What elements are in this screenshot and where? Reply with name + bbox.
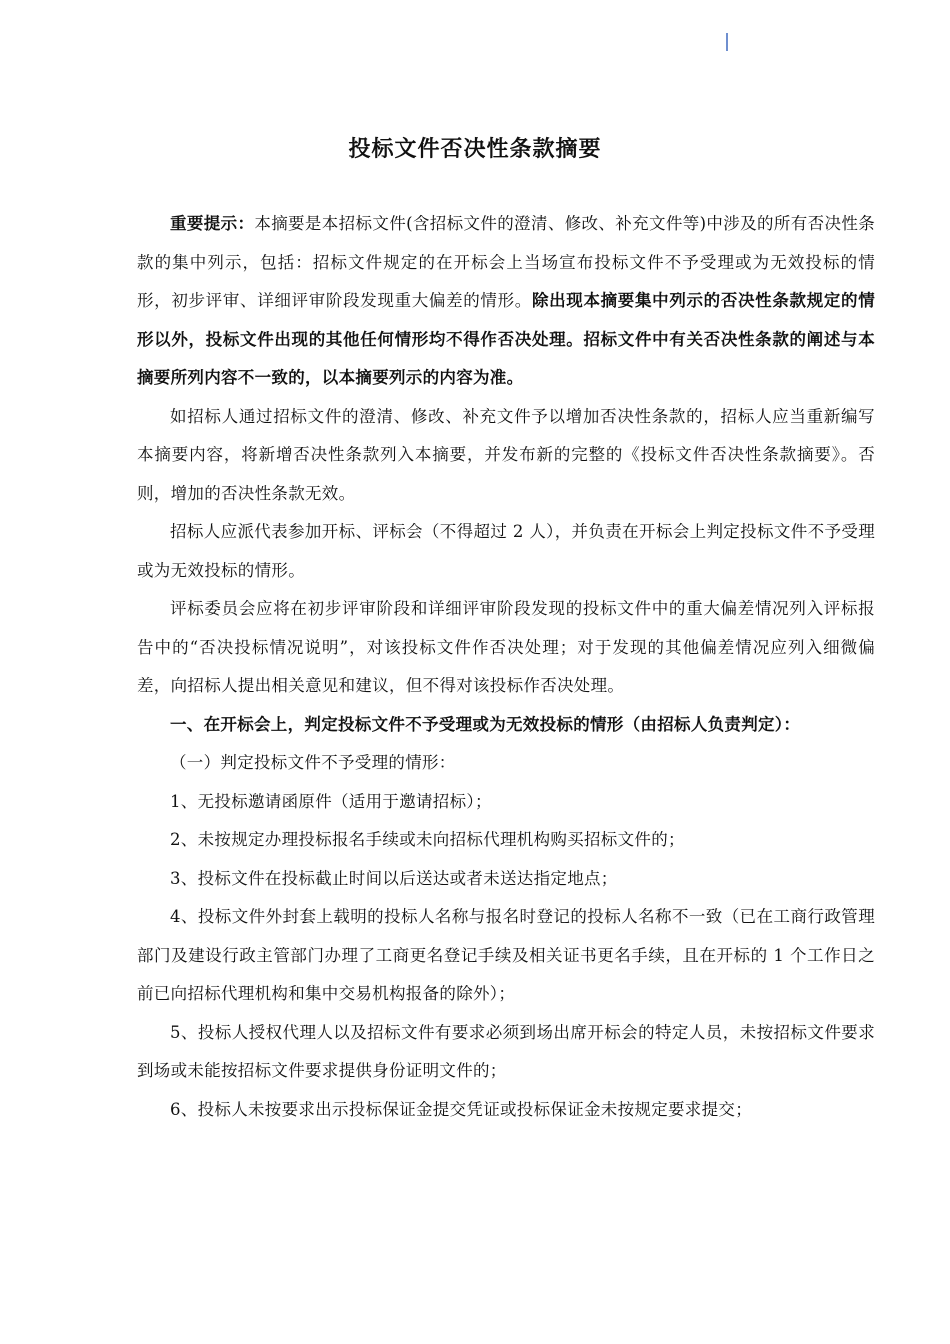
notice-bold-text: 除出现本摘要集中列示的否决性条款规定的情形以外，投标文件出现的其他任何情形均不得作否决处理。招标文件中有关否决性条款的阐述与本摘要所列内容不一致的，以本摘要列示的内容为准。 (137, 291, 876, 387)
subsection-heading-1: （一）判定投标文件不予受理的情形： (170, 753, 456, 772)
list-item: 5、投标人授权代理人以及招标文件有要求必须到场出席开标会的特定人员，未按招标文件要求到场或未能按招标文件要求提供身份证明文件的； (137, 1022, 875, 1080)
section-heading-1: 一、在开标会上，判定投标文件不予受理或为无效投标的情形（由招标人负责判定）： (170, 714, 801, 734)
text-cursor-mark (726, 33, 728, 51)
list-item: 2、未按规定办理投标报名手续或未向招标代理机构购买招标文件的； (170, 830, 685, 849)
important-notice-paragraph (137, 205, 875, 398)
list-item: 1、无投标邀请函原件（适用于邀请招标）； (170, 791, 492, 811)
paragraph-representatives: 招标人应派代表参加开标、评标会（不得超过 2 人），并负责在开标会上判定投标文件不予受理或为无效投标的情形。 (137, 522, 875, 580)
paragraph-evaluation-committee: 评标委员会应将在初步评审阶段和详细评审阶段发现的投标文件中的重大偏差情况列入评标报告中的“否决投标情况说明”，对该投标文件作否决处理；对于发现的其他偏差情况应列入细微偏差，向招标人提出相关意见和建议，但不得对该投标作否决处理。 (137, 599, 875, 695)
notice-label: 重要提示： (170, 214, 255, 233)
paragraph-added-clauses: 如招标人通过招标文件的澄清、修改、补充文件予以增加否决性条款的，招标人应当重新编写本摘要内容，将新增否决性条款列入本摘要，并发布新的完整的《投标文件否决性条款摘要》。否则，增加的否决性条款无效。 (137, 406, 875, 503)
list-item: 3、投标文件在投标截止时间以后送达或者未送达指定地点； (170, 868, 618, 888)
list-item: 6、投标人未按要求出示投标保证金提交凭证或投标保证金未按规定要求提交； (170, 1099, 752, 1119)
document-body (137, 205, 875, 1129)
list-item: 4、投标文件外封套上载明的投标人名称与报名时登记的投标人名称不一致（已在工商行政管理部门及建设行政主管部门办理了工商更名登记手续及相关证书更名手续，且在开标的 1 个工作日之前已向招标代理机构和集中交易机构报备的除外）； (137, 907, 875, 1003)
notice-text: 本摘要是本招标文件(含招标文件的澄清、修改、补充文件等)中涉及的所有否决性条款的集中列示，包括：招标文件规定的在开标会上当场宣布投标文件不予受理或为无效投标的情形，初步评审、详细评审阶段发现重大偏差的情形。 (137, 214, 875, 310)
document-title: 投标文件否决性条款摘要 (348, 137, 602, 162)
